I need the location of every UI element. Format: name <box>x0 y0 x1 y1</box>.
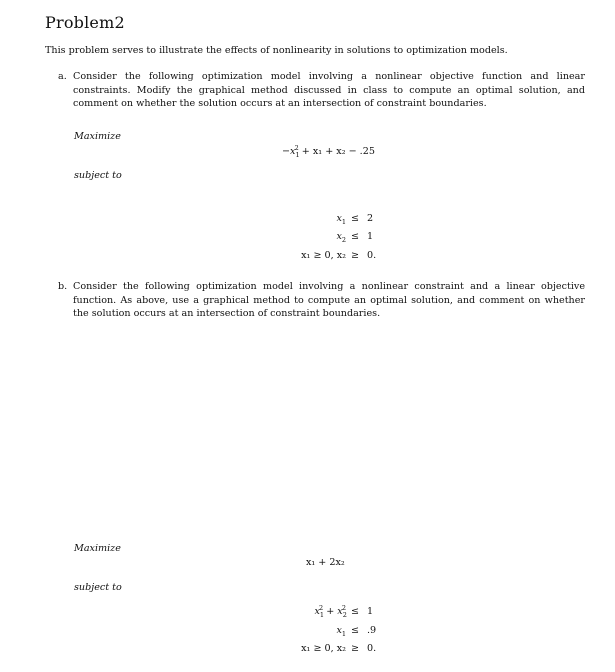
part-a-text: Consider the following optimization model involving a nonlinear objective function and linear constraints. Modify the graphical method discussed in class to compute an optimal solution, and comment on whether the solution occurs at an intersection of constraint boundaries. <box>73 71 585 110</box>
constraint-rhs: .9 <box>367 625 377 636</box>
part-b-paragraph <box>58 280 585 321</box>
part-b-subject-to-label: subject to <box>74 582 122 593</box>
constraint-relation: ≤ <box>350 213 360 224</box>
part-b-text: Consider the following optimization model involving a nonlinear constraint and a linear objective function. As above, use a graphical method to compute an optimal solution, and comment on whether the solution occurs at an intersection of constraint boundaries. <box>73 281 585 320</box>
part-a-objective-rest: + x₁ + x₂ − .25 <box>298 146 375 157</box>
constraint-lhs: $x_2$ <box>336 231 346 244</box>
constraint-rhs: 1 <box>367 606 374 617</box>
part-a-paragraph <box>58 70 585 111</box>
constraint-lhs: $x_1^2 + x_2^2$ <box>314 603 347 619</box>
constraint-relation: ≥ <box>350 250 360 261</box>
constraint-rhs: 0. <box>367 250 377 261</box>
constraint-lhs: x₁ ≥ 0, x₂ <box>301 643 346 654</box>
constraint-relation: ≤ <box>350 231 360 242</box>
page-title: Problem2 <box>45 13 125 32</box>
part-a-objective: $-x_1^2 + x_1 + x_2 - .25$ <box>282 143 375 159</box>
part-a-subject-to-label: subject to <box>74 170 122 181</box>
constraint-rhs: 0. <box>367 643 377 654</box>
part-b-label: b. <box>58 281 68 292</box>
constraint-rhs: 2 <box>367 213 374 224</box>
part-b-maximize-label: Maximize <box>74 543 121 554</box>
intro-paragraph: This problem serves to illustrate the effects of nonlinearity in solutions to optimization models. <box>45 45 508 56</box>
constraint-relation: ≥ <box>350 643 360 654</box>
constraint-relation: ≤ <box>350 625 360 636</box>
part-a-label: a. <box>58 71 67 82</box>
constraint-lhs: $x_1$ <box>336 625 346 638</box>
part-b-objective: x₁ + 2x₂ <box>306 557 345 568</box>
constraint-relation: ≤ <box>350 606 360 617</box>
constraint-lhs: x₁ ≥ 0, x₂ <box>301 250 346 261</box>
constraint-lhs: $x_1$ <box>336 213 346 226</box>
constraint-rhs: 1 <box>367 231 374 242</box>
part-a-maximize-label: Maximize <box>74 131 121 142</box>
